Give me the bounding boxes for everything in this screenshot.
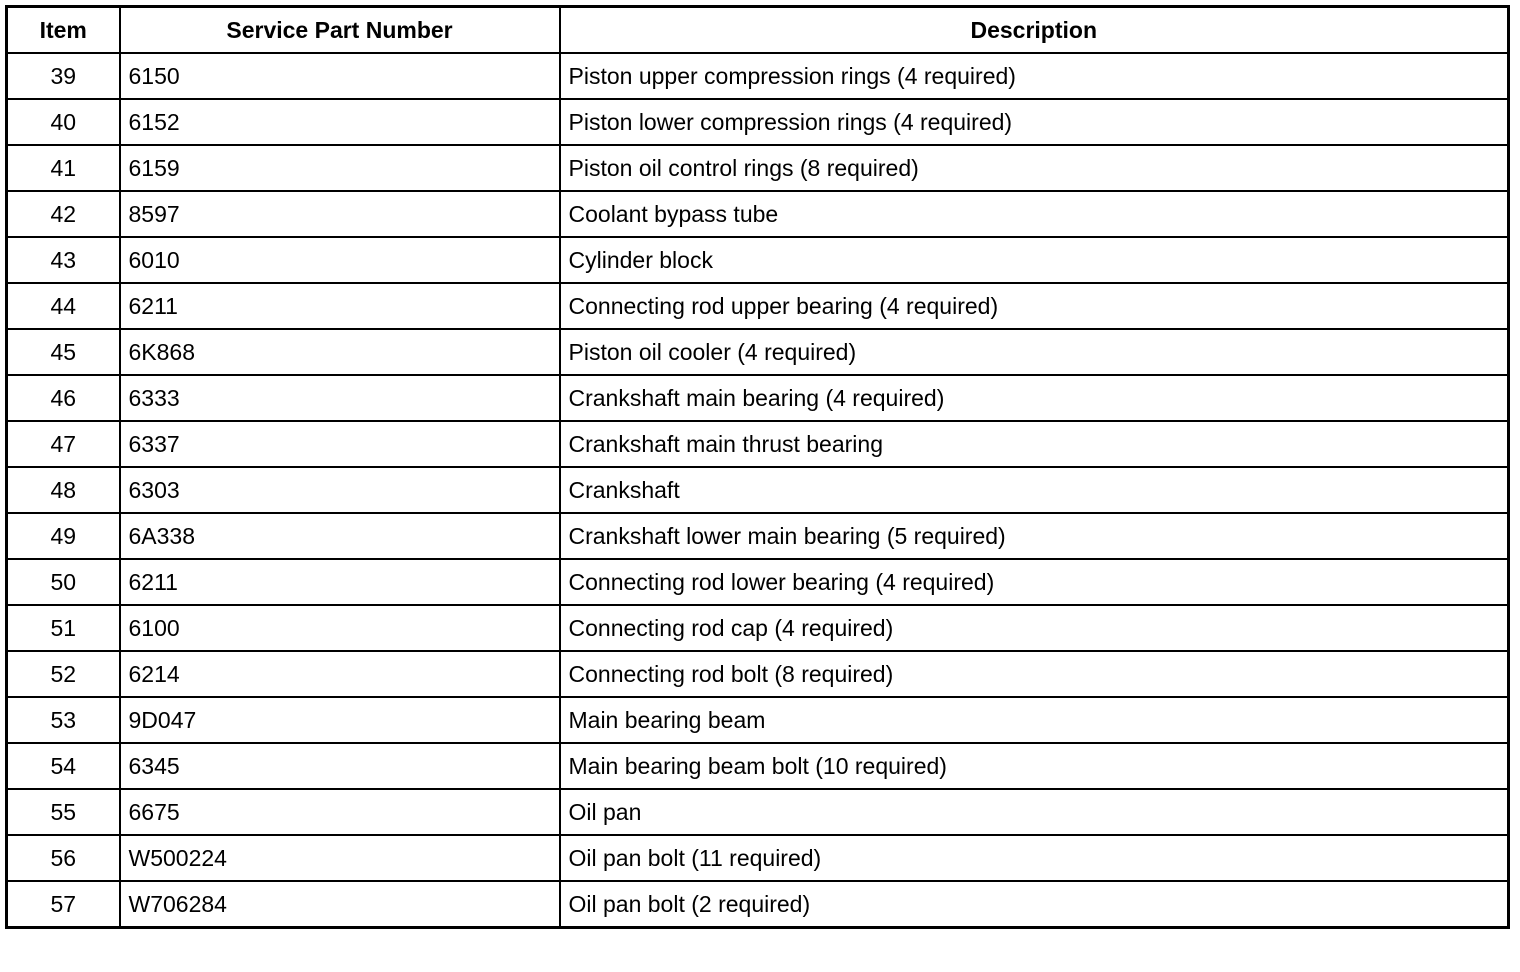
description-cell: Crankshaft lower main bearing (5 required) (560, 513, 1509, 559)
description-cell: Cylinder block (560, 237, 1509, 283)
description-cell: Oil pan (560, 789, 1509, 835)
description-cell: Oil pan bolt (11 required) (560, 835, 1509, 881)
table-row (7, 375, 1509, 421)
part-number-cell: 8597 (120, 191, 560, 237)
description-cell: Piston upper compression rings (4 required) (560, 53, 1509, 99)
description-cell: Connecting rod upper bearing (4 required) (560, 283, 1509, 329)
description-cell: Piston oil cooler (4 required) (560, 329, 1509, 375)
item-number-cell: 55 (7, 789, 120, 835)
part-number-cell: 6100 (120, 605, 560, 651)
part-number-cell: 6159 (120, 145, 560, 191)
table-header-row (7, 7, 1509, 54)
table-row (7, 605, 1509, 651)
description-cell: Connecting rod cap (4 required) (560, 605, 1509, 651)
description-cell: Connecting rod lower bearing (4 required) (560, 559, 1509, 605)
part-number-cell: W500224 (120, 835, 560, 881)
part-number-cell: 9D047 (120, 697, 560, 743)
table-row (7, 99, 1509, 145)
description-cell: Piston lower compression rings (4 required) (560, 99, 1509, 145)
item-number-cell: 54 (7, 743, 120, 789)
item-number-cell: 57 (7, 881, 120, 928)
header-service-part-number: Service Part Number (120, 7, 560, 54)
table-row (7, 513, 1509, 559)
part-number-cell: 6211 (120, 559, 560, 605)
part-number-cell: 6345 (120, 743, 560, 789)
part-number-cell: 6010 (120, 237, 560, 283)
part-number-cell: 6K868 (120, 329, 560, 375)
item-number-cell: 39 (7, 53, 120, 99)
item-number-cell: 48 (7, 467, 120, 513)
item-number-cell: 50 (7, 559, 120, 605)
table-row (7, 467, 1509, 513)
table-row (7, 743, 1509, 789)
description-cell: Oil pan bolt (2 required) (560, 881, 1509, 928)
part-number-cell: 6337 (120, 421, 560, 467)
table-row (7, 559, 1509, 605)
description-cell: Crankshaft main bearing (4 required) (560, 375, 1509, 421)
parts-table (5, 5, 1510, 929)
table-row (7, 835, 1509, 881)
header-description: Description (560, 7, 1509, 54)
item-number-cell: 46 (7, 375, 120, 421)
part-number-cell: 6150 (120, 53, 560, 99)
table-row (7, 421, 1509, 467)
table-row (7, 191, 1509, 237)
item-number-cell: 41 (7, 145, 120, 191)
table-row (7, 697, 1509, 743)
header-item: Item (7, 7, 120, 54)
item-number-cell: 44 (7, 283, 120, 329)
table-row (7, 53, 1509, 99)
item-number-cell: 52 (7, 651, 120, 697)
part-number-cell: 6214 (120, 651, 560, 697)
part-number-cell: 6675 (120, 789, 560, 835)
table-row (7, 881, 1509, 928)
part-number-cell: W706284 (120, 881, 560, 928)
item-number-cell: 56 (7, 835, 120, 881)
part-number-cell: 6152 (120, 99, 560, 145)
description-cell: Connecting rod bolt (8 required) (560, 651, 1509, 697)
table-row (7, 237, 1509, 283)
item-number-cell: 45 (7, 329, 120, 375)
table-body (7, 53, 1509, 928)
table-row (7, 283, 1509, 329)
part-number-cell: 6A338 (120, 513, 560, 559)
item-number-cell: 43 (7, 237, 120, 283)
description-cell: Main bearing beam bolt (10 required) (560, 743, 1509, 789)
description-cell: Piston oil control rings (8 required) (560, 145, 1509, 191)
table-row (7, 789, 1509, 835)
description-cell: Main bearing beam (560, 697, 1509, 743)
item-number-cell: 49 (7, 513, 120, 559)
item-number-cell: 42 (7, 191, 120, 237)
description-cell: Coolant bypass tube (560, 191, 1509, 237)
item-number-cell: 51 (7, 605, 120, 651)
description-cell: Crankshaft main thrust bearing (560, 421, 1509, 467)
item-number-cell: 47 (7, 421, 120, 467)
table-row (7, 651, 1509, 697)
part-number-cell: 6333 (120, 375, 560, 421)
table-row (7, 145, 1509, 191)
table-row (7, 329, 1509, 375)
part-number-cell: 6303 (120, 467, 560, 513)
item-number-cell: 40 (7, 99, 120, 145)
part-number-cell: 6211 (120, 283, 560, 329)
description-cell: Crankshaft (560, 467, 1509, 513)
item-number-cell: 53 (7, 697, 120, 743)
